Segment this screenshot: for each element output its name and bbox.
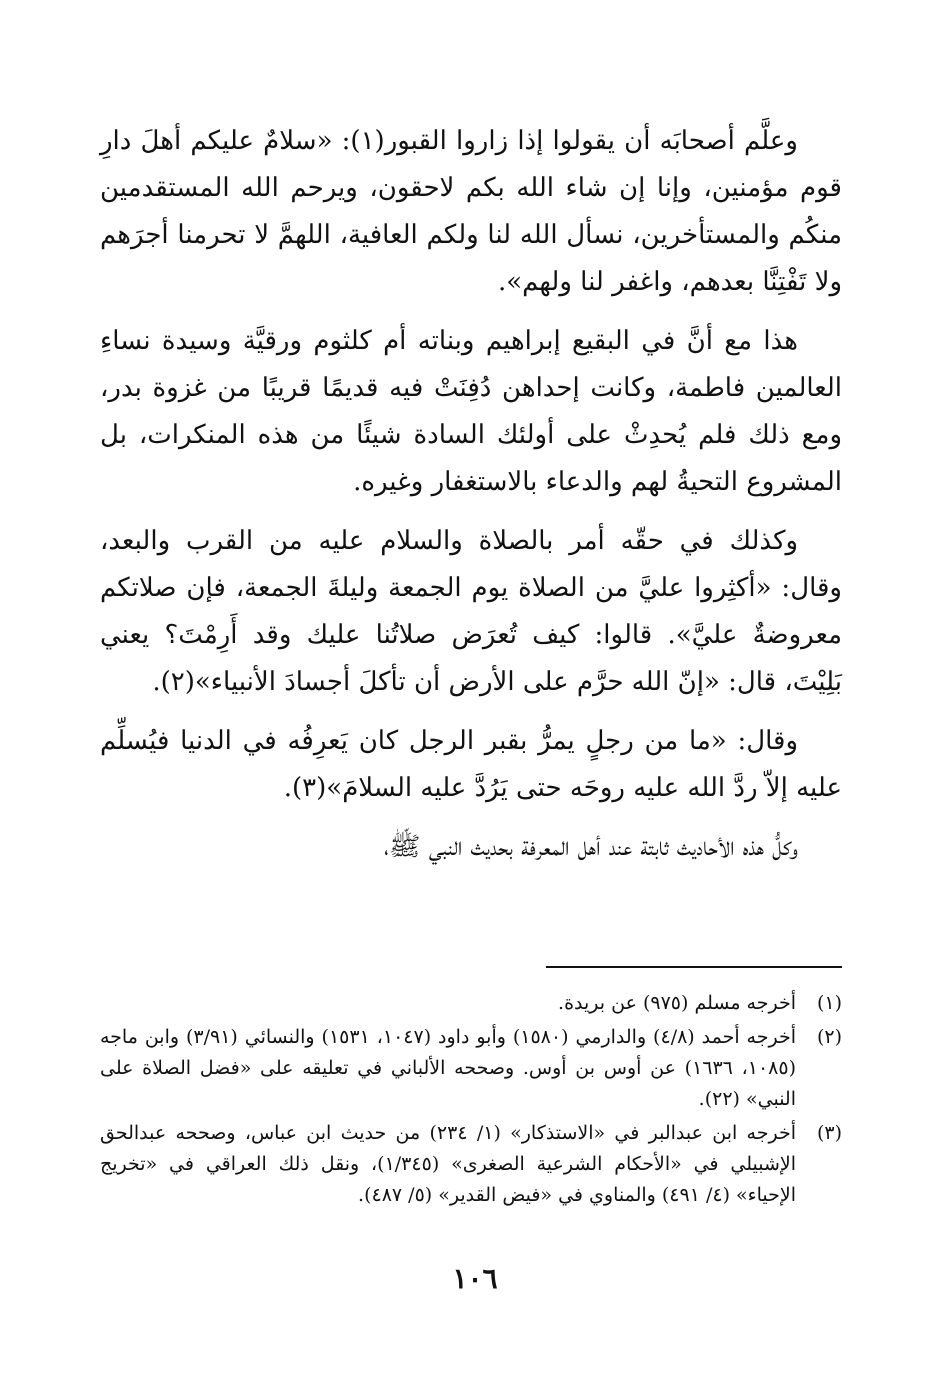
paragraph-4: وقال: «ما من رجلٍ يمرُّ بقبر الرجل كان يَعرِفُه في الدنيا فيُسلِّم عليه إلاّ ردَّ الله عليه روحَه حتى يَرُدَّ عليه السلامَ»(٣). [100,726,842,803]
footnote-3 [100,1118,842,1211]
main-text [100,118,842,883]
footnotes [100,988,842,1214]
footnote-text: أخرجه مسلم (٩٧٥) عن بريدة. [558,992,796,1014]
footnote-separator [546,966,842,968]
footnote-2 [100,1022,842,1115]
footnote-1 [100,988,842,1019]
page-number: ١٠٦ [452,1262,498,1295]
paragraph-5: وكلُّ هذه الأحاديث ثابتة عند أهل المعرفة بحديث النبي ﷺ، [384,832,798,862]
footnote-number: (١) [816,992,842,1014]
footnote-text: أخرجه أحمد (٤/٨) والدارمي (١٥٨٠) وأبو داود (١٠٤٧، ١٥٣١) والنسائي (٣/٩١) وابن ماجه (١٠٨٥، ١٦٣٦) عن أوس بن أوس. وصححه الألباني في تعليقه على «فضل الصلاة على النبي» (٢٢). [100,1026,796,1110]
paragraph-2: هذا مع أنَّ في البقيع إبراهيم وبناته أم كلثوم ورقيَّة وسيدة نساءِ العالمين فاطمة، وكانت إحداهن دُفِنَتْ فيه قديمًا قريبًا من غزوة بدر، ومع ذلك فلم يُحدِثْ على أولئك السادة شيئًا من هذه المنكرات، بل المشروع التحيةُ لهم والدعاء بالاستغفار وغيره. [100,326,842,497]
footnote-number: (٢) [816,1026,842,1048]
footnote-text: أخرجه ابن عبدالبر في «الاستذكار» (١/ ٢٣٤) من حديث ابن عباس، وصححه عبدالحق الإشبيلي في «الأحكام الشرعية الصغرى» (١/٣٤٥)، ونقل ذلك العراقي في «تخريج الإحياء» (٤/ ٤٩١) والمناوي في «فيض القدير» (٥/ ٤٨٧). [100,1122,796,1206]
footnote-number: (٣) [816,1122,842,1144]
paragraph-3: وكذلك في حقّه أمر بالصلاة والسلام عليه من القرب والبعد، وقال: «أكثِروا عليَّ من الصلاة يوم الجمعة وليلةَ الجمعة، فإن صلاتكم معروضةٌ عليَّ». قالوا: كيف تُعرَض صلاتُنا عليك وقد أَرِمْتَ؟ يعني بَلِيْتَ، قال: «إنّ الله حرَّم على الأرض أن تأكلَ أجسادَ الأنبياء»(٢). [100,526,842,697]
paragraph-1: وعلَّم أصحابَه أن يقولوا إذا زاروا القبور(١): «سلامٌ عليكم أهلَ دارِ قوم مؤمنين، وإنا إن شاء الله بكم لاحقون، ويرحم الله المستقدمين منكُم والمستأخرين، نسأل الله لنا ولكم العافية، اللهمَّ لا تحرمنا أجرَهم ولا تَفْتِنَّا بعدهم، واغفر لنا ولهم». [100,126,842,297]
